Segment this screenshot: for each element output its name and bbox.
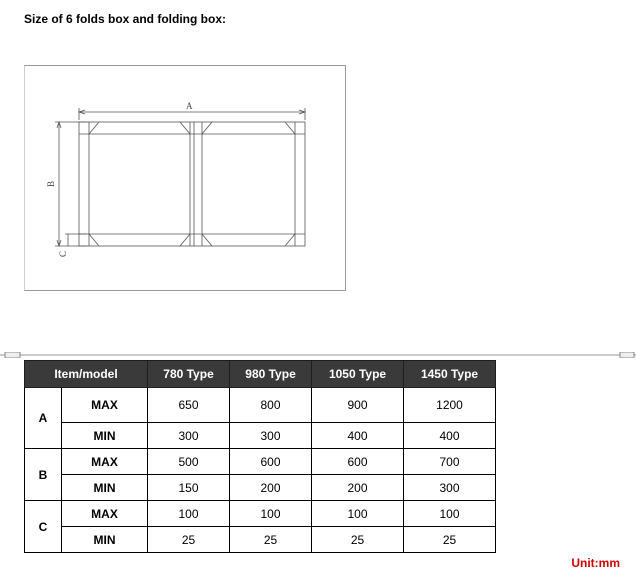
table-row — [25, 423, 496, 449]
dimension-label-a: A — [186, 101, 193, 111]
group-label: B — [25, 449, 62, 501]
corner-fold — [285, 234, 295, 246]
value-cell: 25 — [230, 527, 312, 553]
value-cell: 600 — [230, 449, 312, 475]
divider-handle-left — [5, 352, 20, 358]
corner-fold — [89, 122, 99, 134]
value-cell: 1200 — [404, 388, 496, 423]
value-cell: 400 — [312, 423, 404, 449]
unit-note: Unit:mm — [571, 556, 620, 570]
bound-label: MAX — [62, 501, 148, 527]
box-outline — [79, 122, 305, 246]
value-cell: 650 — [148, 388, 230, 423]
value-cell: 100 — [312, 501, 404, 527]
dimension-label-c: C — [58, 250, 68, 257]
value-cell: 100 — [404, 501, 496, 527]
divider-handle-right — [620, 352, 634, 358]
value-cell: 25 — [404, 527, 496, 553]
bound-label: MIN — [62, 475, 148, 501]
bound-label: MIN — [62, 423, 148, 449]
bound-label: MAX — [62, 388, 148, 423]
corner-fold — [89, 234, 99, 246]
header-980-type: 980 Type — [230, 361, 312, 388]
corner-fold — [202, 122, 212, 134]
table-row — [25, 475, 496, 501]
value-cell: 100 — [148, 501, 230, 527]
table-row — [25, 388, 496, 423]
table-row — [25, 501, 496, 527]
value-cell: 300 — [404, 475, 496, 501]
table-header-row — [25, 361, 496, 388]
value-cell: 100 — [230, 501, 312, 527]
header-item-model: Item/model — [25, 361, 148, 388]
corner-fold — [202, 234, 212, 246]
horizontal-divider — [0, 352, 636, 358]
header-1450-type: 1450 Type — [404, 361, 496, 388]
value-cell: 200 — [312, 475, 404, 501]
box-dimension-drawing — [24, 65, 346, 291]
value-cell: 500 — [148, 449, 230, 475]
value-cell: 700 — [404, 449, 496, 475]
dimension-label-b: B — [46, 180, 56, 187]
bound-label: MIN — [62, 527, 148, 553]
table-row — [25, 449, 496, 475]
value-cell: 300 — [230, 423, 312, 449]
value-cell: 900 — [312, 388, 404, 423]
value-cell: 300 — [148, 423, 230, 449]
value-cell: 600 — [312, 449, 404, 475]
group-label: C — [25, 501, 62, 553]
page-heading: Size of 6 folds box and folding box: — [24, 12, 226, 26]
header-1050-type: 1050 Type — [312, 361, 404, 388]
corner-fold — [180, 234, 190, 246]
bound-label: MAX — [62, 449, 148, 475]
corner-fold — [285, 122, 295, 134]
value-cell: 800 — [230, 388, 312, 423]
value-cell: 25 — [148, 527, 230, 553]
size-spec-table — [24, 360, 496, 553]
table-row — [25, 527, 496, 553]
corner-fold — [180, 122, 190, 134]
value-cell: 25 — [312, 527, 404, 553]
value-cell: 400 — [404, 423, 496, 449]
box-drawing-svg — [25, 66, 347, 292]
value-cell: 150 — [148, 475, 230, 501]
group-label: A — [25, 388, 62, 449]
value-cell: 200 — [230, 475, 312, 501]
header-780-type: 780 Type — [148, 361, 230, 388]
